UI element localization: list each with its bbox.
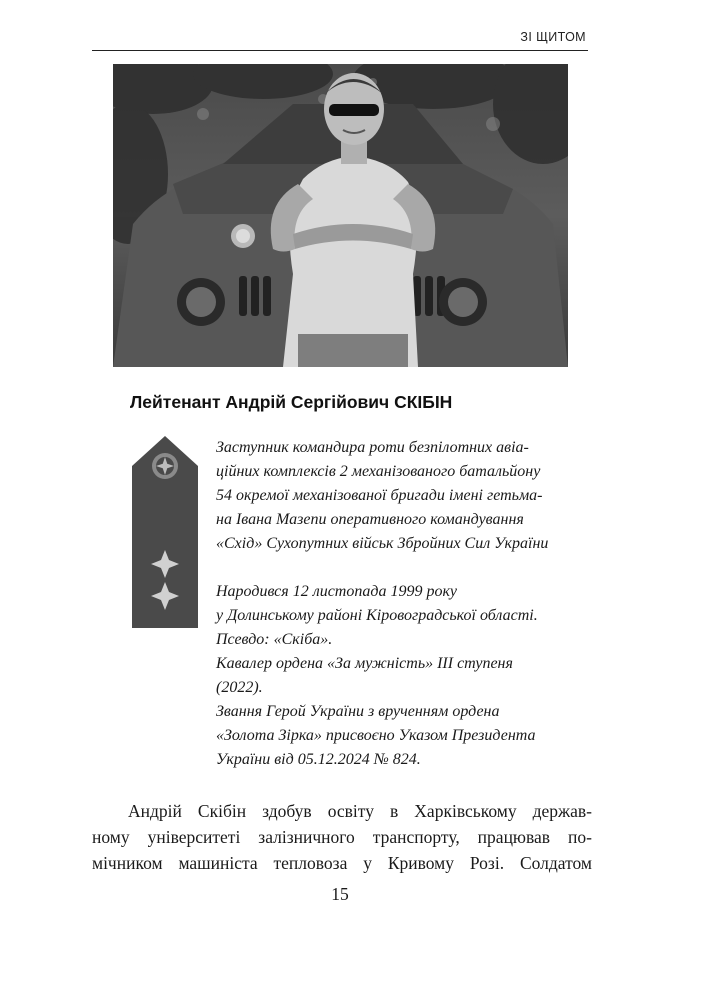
bio-line: України від 05.12.2024 № 824.	[216, 751, 421, 768]
running-head-text: ЗІ ЩИТОМ	[520, 30, 586, 44]
bio-line: Народився 12 листопада 1999 року	[216, 583, 458, 600]
page-number: 15	[331, 884, 349, 904]
soldier-portrait-photo	[113, 64, 568, 367]
body-paragraph	[92, 798, 592, 876]
bio-line: 54 окремої механізованої бригади імені гетьма-	[216, 487, 543, 504]
bio-line: «Золота Зірка» присвоєно Указом Президента	[216, 727, 536, 744]
bio-line: у Долинському районі Кіровоградської області.	[216, 607, 538, 624]
bio-line: Кавалер ордена «За мужність» ІІІ ступеня	[216, 655, 513, 672]
biography-block	[216, 436, 596, 772]
bio-line: ційних комплексів 2 механізованого батальйону	[216, 463, 541, 480]
running-head	[92, 28, 588, 51]
photo-illustration	[113, 64, 568, 367]
bio-line: «Схід» Сухопутних військ Збройних Сил України	[216, 535, 549, 552]
paragraph-line: мічником машиніста тепловоза у Кривому Розі. Солдатом	[92, 853, 592, 873]
paragraph-line: ному університеті залізничного транспорту, працював по-	[92, 827, 592, 847]
shoulder-strap-icon	[132, 436, 198, 628]
bio-line: на Івана Мазепи оперативного командування	[216, 511, 524, 528]
bio-line: Звання Герой України з врученням ордена	[216, 703, 500, 720]
bio-line: (2022).	[216, 679, 263, 696]
bio-line: Псевдо: «Скіба».	[216, 631, 333, 648]
paragraph-line: Андрій Скібін здобув освіту в Харківському держав-	[128, 801, 592, 821]
bio-line: Заступник командира роти безпілотних авіа-	[216, 439, 529, 456]
person-name-heading: Лейтенант Андрій Сергійович СКІБІН	[130, 392, 453, 412]
